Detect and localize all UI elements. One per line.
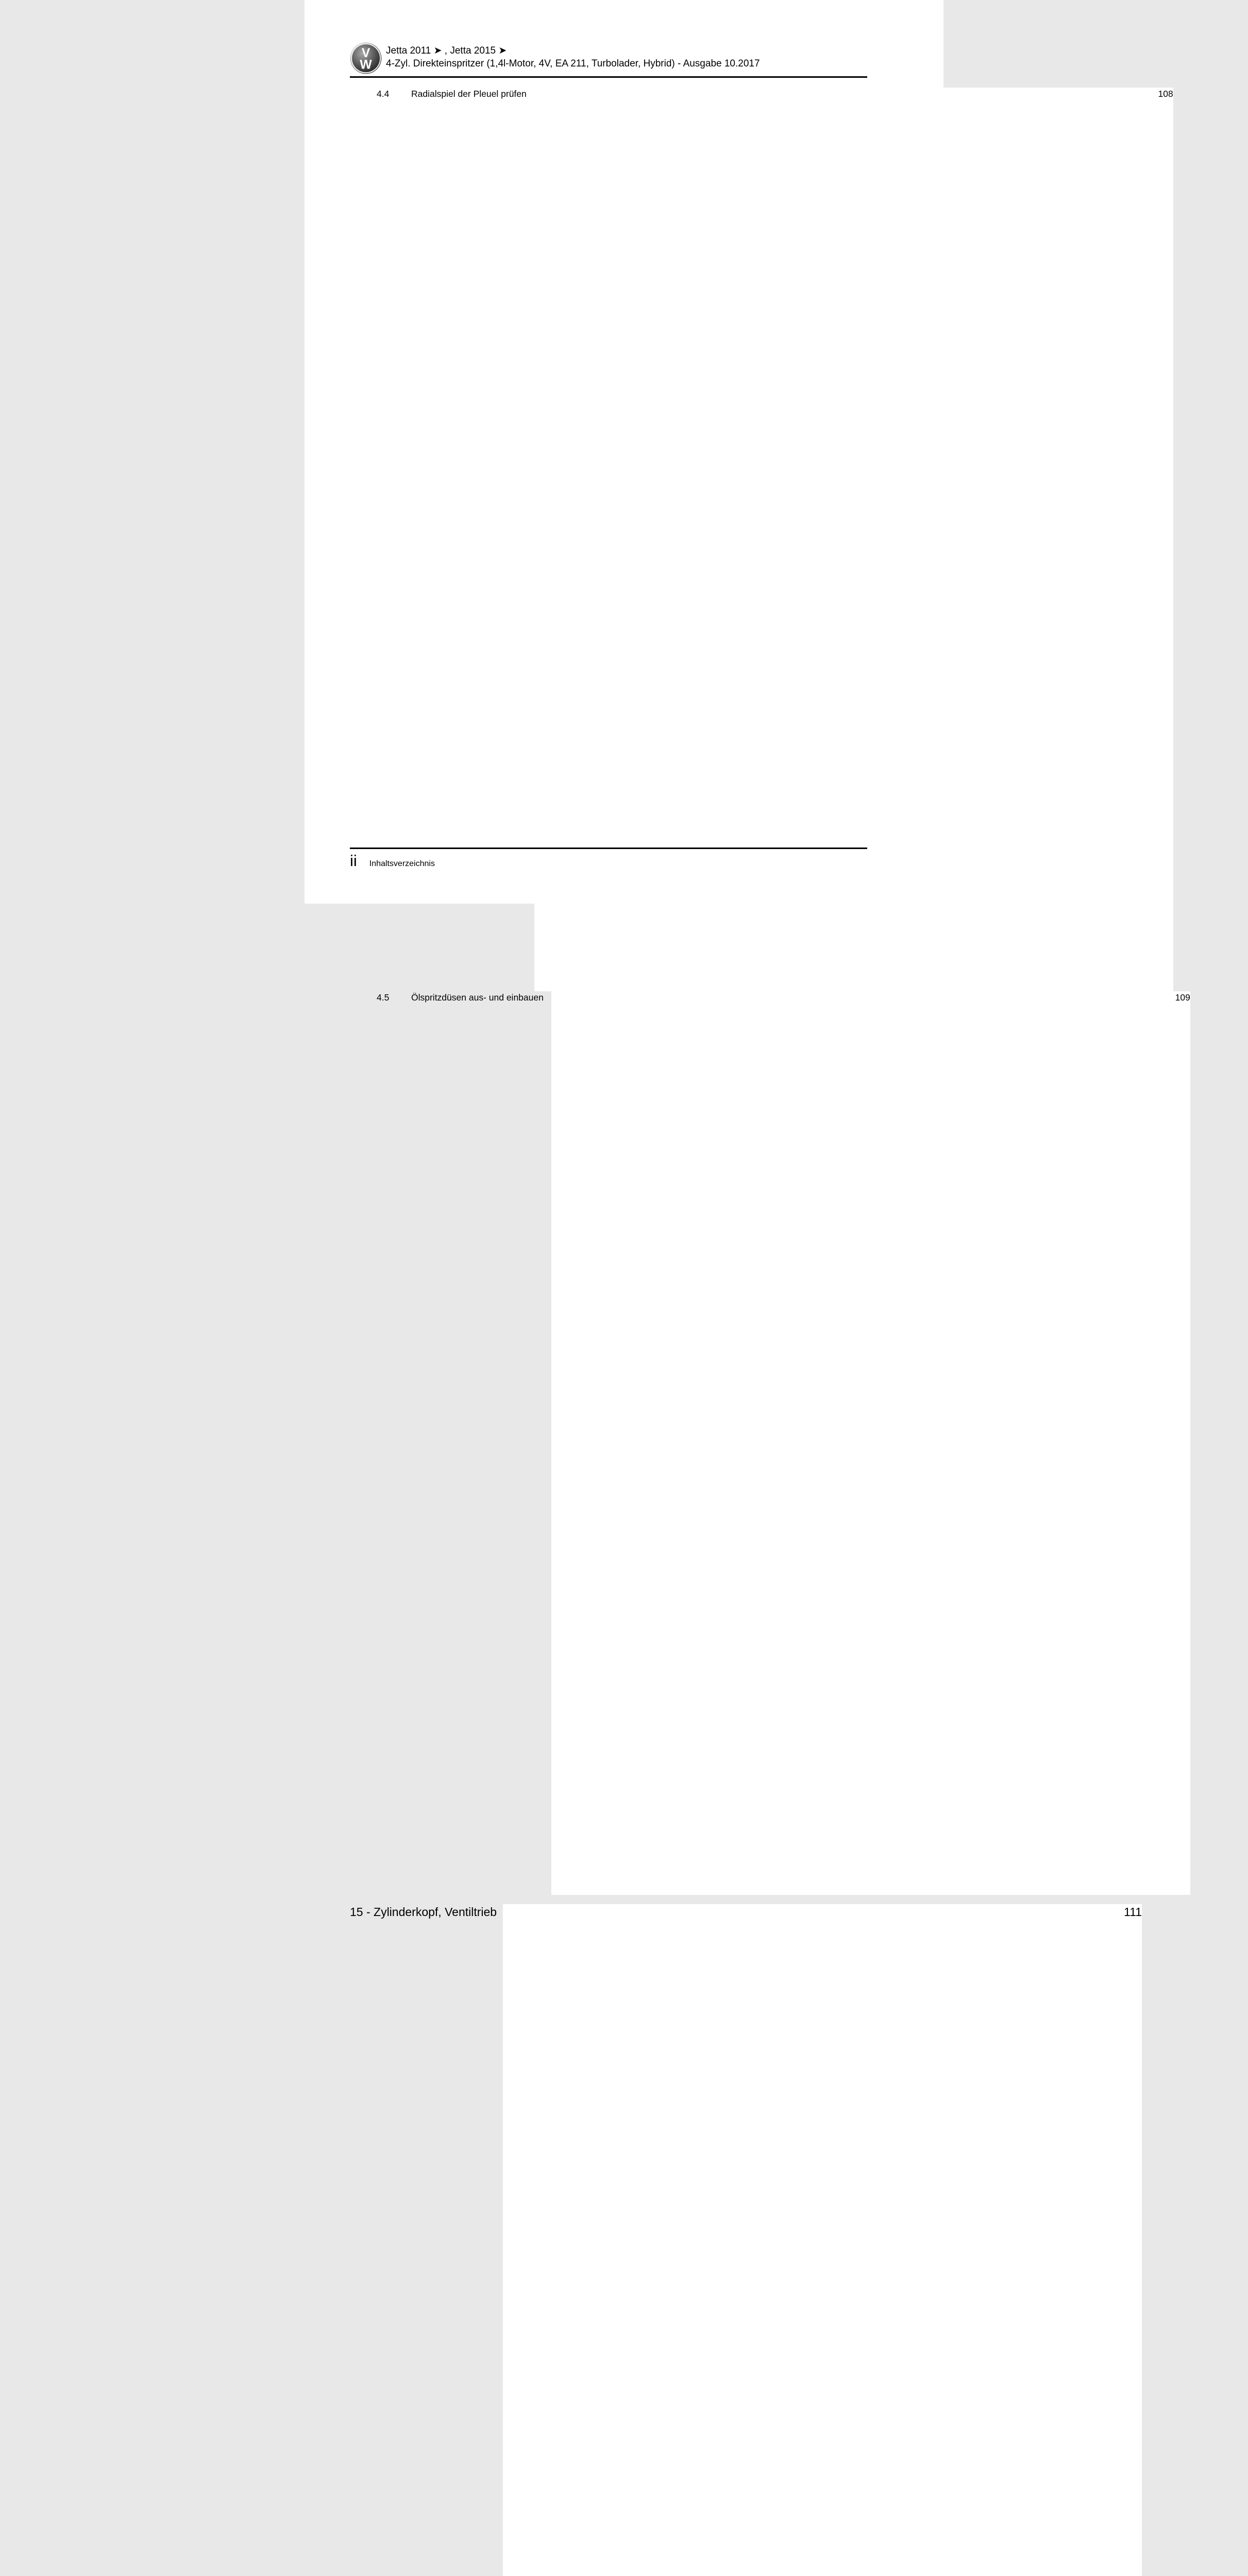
table-of-contents [350, 88, 1190, 2576]
page-header [350, 0, 867, 78]
vw-logo-letter-v: V [361, 46, 370, 61]
toc-entry-title: 15 - Zylinderkopf, Ventiltrieb [350, 1905, 497, 1919]
header-text-block [386, 44, 760, 70]
header-models: Jetta 2011 ➤ , Jetta 2015 ➤ [386, 45, 507, 56]
toc-entry-number: 4.4 [377, 89, 390, 99]
vw-logo [350, 41, 382, 75]
page-footer [350, 848, 867, 870]
header-subtitle: 4-Zyl. Direkteinspritzer (1,4l-Motor, 4V, EA 211, Turbolader, Hybrid) - Ausgabe 10.2017 [386, 58, 760, 69]
toc-entry-title: Ölspritzdüsen aus- und einbauen [411, 992, 544, 1003]
folio-page-number: ii [350, 852, 357, 870]
toc-entry-number: 4.5 [377, 992, 390, 1003]
toc-entry-page: 109 [551, 991, 1190, 1895]
toc-entry [350, 991, 1190, 1895]
vw-logo-letter-w: W [360, 58, 372, 72]
footer-label: Inhaltsverzeichnis [369, 859, 435, 868]
toc-entry-title: Radialspiel der Pleuel prüfen [411, 89, 527, 99]
toc-page [305, 0, 1190, 1919]
toc-entry-page: 111 [503, 1904, 1142, 2576]
toc-entry [350, 1904, 1142, 2576]
toc-entry-page: 108 [534, 88, 1173, 991]
